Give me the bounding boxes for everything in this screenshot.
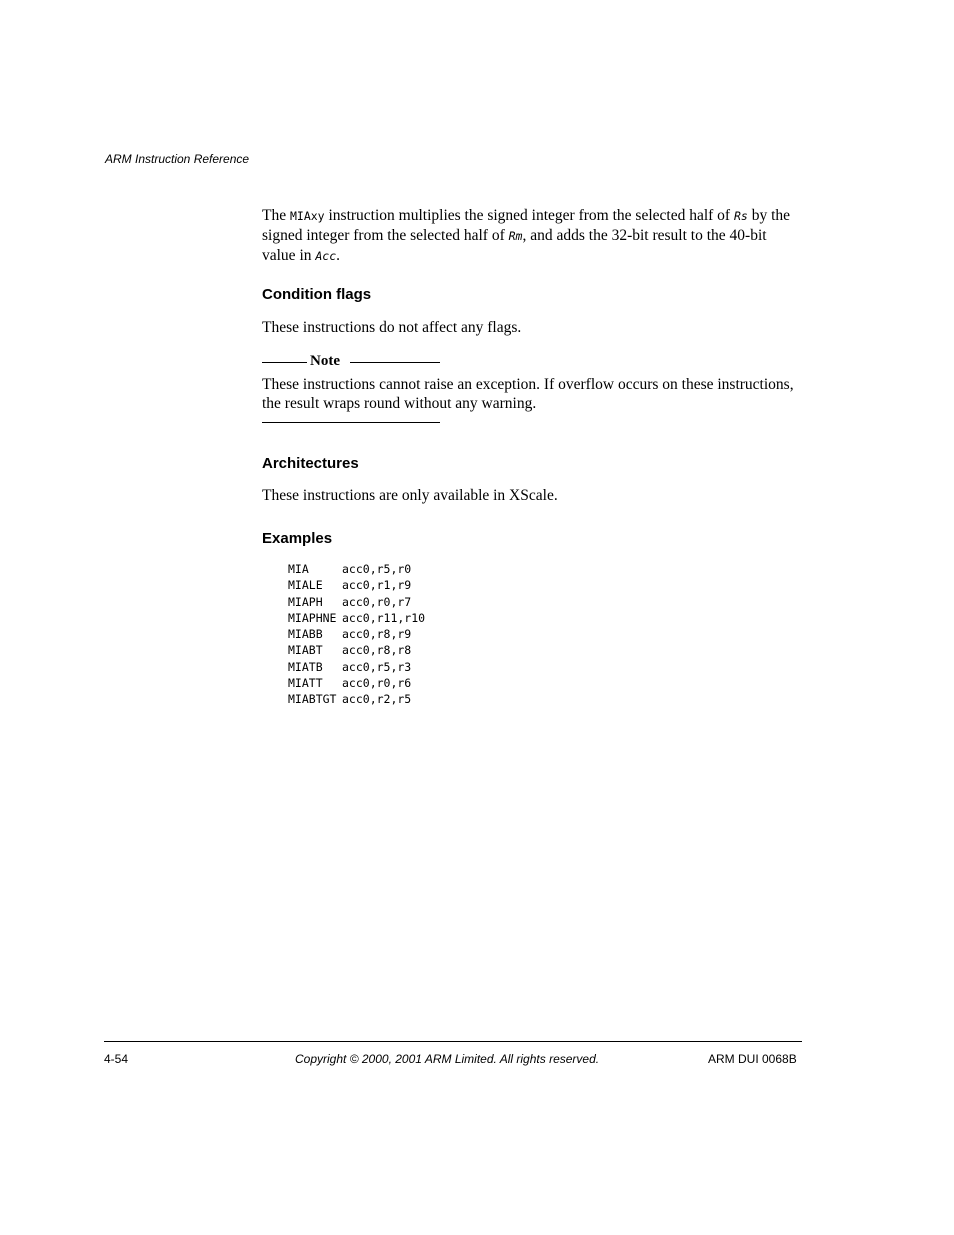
- architectures-heading: Architectures: [262, 455, 359, 472]
- example-mnemonic: MIATT: [288, 676, 323, 691]
- footer-copyright: Copyright © 2000, 2001 ARM Limited. All rights reserved.: [295, 1052, 600, 1066]
- example-row: [288, 577, 425, 593]
- intro-paragraph: [262, 206, 802, 266]
- note-rule-left: [262, 362, 307, 363]
- condition-flags-heading: Condition flags: [262, 286, 372, 303]
- intro-code-rs: Rs: [733, 209, 748, 223]
- examples-code-block: [288, 561, 425, 708]
- intro-text: The: [262, 207, 290, 224]
- example-operands: acc0,r0,r6: [342, 676, 412, 691]
- example-mnemonic: MIABB: [288, 627, 323, 642]
- condition-flags-text: These instructions do not affect any flags.: [262, 319, 522, 336]
- note-end-rule: [262, 422, 440, 423]
- condition-flags-section: [262, 318, 802, 337]
- example-mnemonic: MIABTGT: [288, 692, 337, 707]
- example-mnemonic: MIATB: [288, 659, 323, 674]
- intro-text: instruction multiplies the signed integer from the selected half of: [324, 207, 734, 224]
- example-row: [288, 691, 425, 707]
- example-mnemonic: MIABT: [288, 643, 323, 658]
- architectures-text: These instructions are only available in XScale.: [262, 487, 558, 504]
- note-label: Note: [310, 353, 340, 369]
- footer-rule: [104, 1041, 802, 1042]
- examples-heading: Examples: [262, 530, 333, 547]
- intro-text: .: [336, 247, 341, 264]
- note-header: [262, 353, 440, 373]
- intro-text: , and adds the 32-bit result to the 40-bit value in: [262, 227, 767, 264]
- example-operands: acc0,r2,r5: [342, 692, 412, 707]
- example-row: [288, 594, 425, 610]
- footer-page-number: 4-54: [104, 1052, 129, 1066]
- example-operands: acc0,r5,r3: [342, 659, 412, 674]
- example-row: [288, 659, 425, 675]
- example-mnemonic: MIAPHNE: [288, 610, 337, 625]
- example-row: [288, 610, 425, 626]
- example-operands: acc0,r8,r8: [342, 643, 412, 658]
- footer-doc-id: ARM DUI 0068B: [708, 1052, 797, 1066]
- example-operands: acc0,r1,r9: [342, 578, 412, 593]
- example-operands: acc0,r0,r7: [342, 594, 412, 609]
- intro-code-acc: Acc: [315, 249, 337, 263]
- example-operands: acc0,r5,r0: [342, 562, 412, 576]
- example-mnemonic: MIAPH: [288, 594, 323, 609]
- running-head: ARM Instruction Reference: [105, 152, 250, 166]
- example-row: [288, 561, 425, 577]
- note-text: These instructions cannot raise an exception. If overflow occurs on these instructions, the result wraps round without any warning.: [262, 376, 794, 412]
- example-row: [288, 675, 425, 691]
- intro-code-miaxy: MIAxy: [289, 209, 325, 223]
- example-operands: acc0,r8,r9: [342, 627, 412, 642]
- architectures-section: [262, 486, 802, 505]
- note-body: [262, 375, 802, 413]
- example-mnemonic: MIA: [288, 562, 309, 576]
- example-mnemonic: MIALE: [288, 578, 323, 593]
- intro-text: by the signed integer from the selected half of: [262, 207, 791, 244]
- note-rule-right: [350, 362, 440, 363]
- example-operands: acc0,r11,r10: [342, 610, 426, 625]
- intro-code-rm: Rm: [508, 229, 523, 243]
- example-row: [288, 626, 425, 642]
- example-row: [288, 642, 425, 658]
